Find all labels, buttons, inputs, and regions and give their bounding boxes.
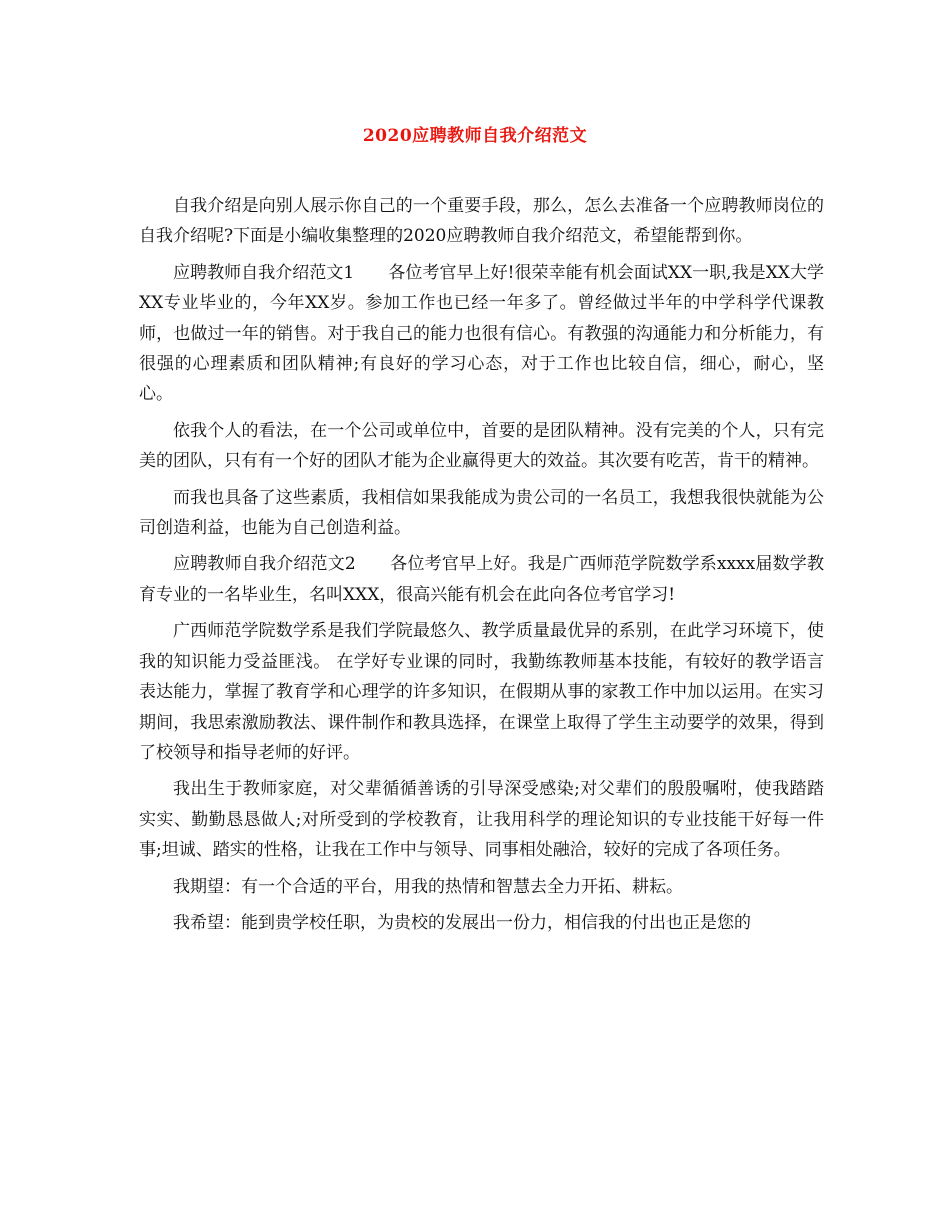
paragraph-intro: 自我介绍是向别人展示你自己的一个重要手段，那么，怎么去准备一个应聘教师岗位的自我介绍呢?下面是小编收集整理的2020应聘教师自我介绍范文，希望能帮到你。	[139, 196, 824, 247]
paragraph-sample-2: 应聘教师自我介绍范文2 各位考官早上好。我是广西师范学院数学系xxxx届数学教育专业的一名毕业生，名叫XXX，很高兴能有机会在此向各位考官学习!	[139, 554, 824, 605]
document-title: 2020应聘教师自我介绍范文	[362, 126, 588, 146]
paragraph-qualities: 而我也具备了这些素质，我相信如果我能成为贵公司的一名员工，我想我很快就能为公司创造利益，也能为自己创造利益。	[139, 487, 824, 539]
paragraph-expectation: 我期望：有一个合适的平台，用我的热情和智慧去全力开拓、耕耘。	[173, 876, 683, 897]
paragraph-hope: 我希望：能到贵学校任职，为贵校的发展出一份力，相信我的付出也正是您的	[173, 912, 751, 933]
paragraph-sample-1: 应聘教师自我介绍范文1 各位考官早上好!很荣幸能有机会面试XX一职,我是XX大学XX专业毕业的，今年XX岁。参加工作也已经一年多了。曾经做过半年的中学科学代课教师，也做过一年的销售。对于我自己的能力也很有信心。有教强的沟通能力和分析能力，有很强的心理素质和团队精神;有良好的学习心态，对于工作也比较自信，细心，耐心，坚心。	[139, 262, 824, 405]
document-body	[139, 191, 824, 944]
paragraph-team-spirit: 依我个人的看法，在一个公司或单位中，首要的是团队精神。没有完美的个人，只有完美的团队，只有有一个好的团队才能为企业赢得更大的效益。其次要有吃苦，肯干的精神。	[139, 420, 824, 472]
paragraph-family: 我出生于教师家庭，对父辈循循善诱的引导深受感染;对父辈们的殷殷嘱咐，使我踏踏实实、勤勤恳恳做人;对所受到的学校教育，让我用科学的理论知识的专业技能干好每一件事;坦诚、踏实的性格，让我在工作中与领导、同事相处融洽，较好的完成了各项任务。	[139, 779, 824, 861]
paragraph-education: 广西师范学院数学系是我们学院最悠久、教学质量最优异的系别，在此学习环境下，使我的知识能力受益匪浅。 在学好专业课的同时，我勤练教师基本技能，有较好的教学语言表达能力，掌握了教育学和心理学的许多知识，在假期从事的家教工作中加以运用。在实习期间，我思索激励教法、课件制作和教具选择，在课堂上取得了学生主动要学的效果，得到了校领导和指导老师的好评。	[139, 621, 824, 763]
